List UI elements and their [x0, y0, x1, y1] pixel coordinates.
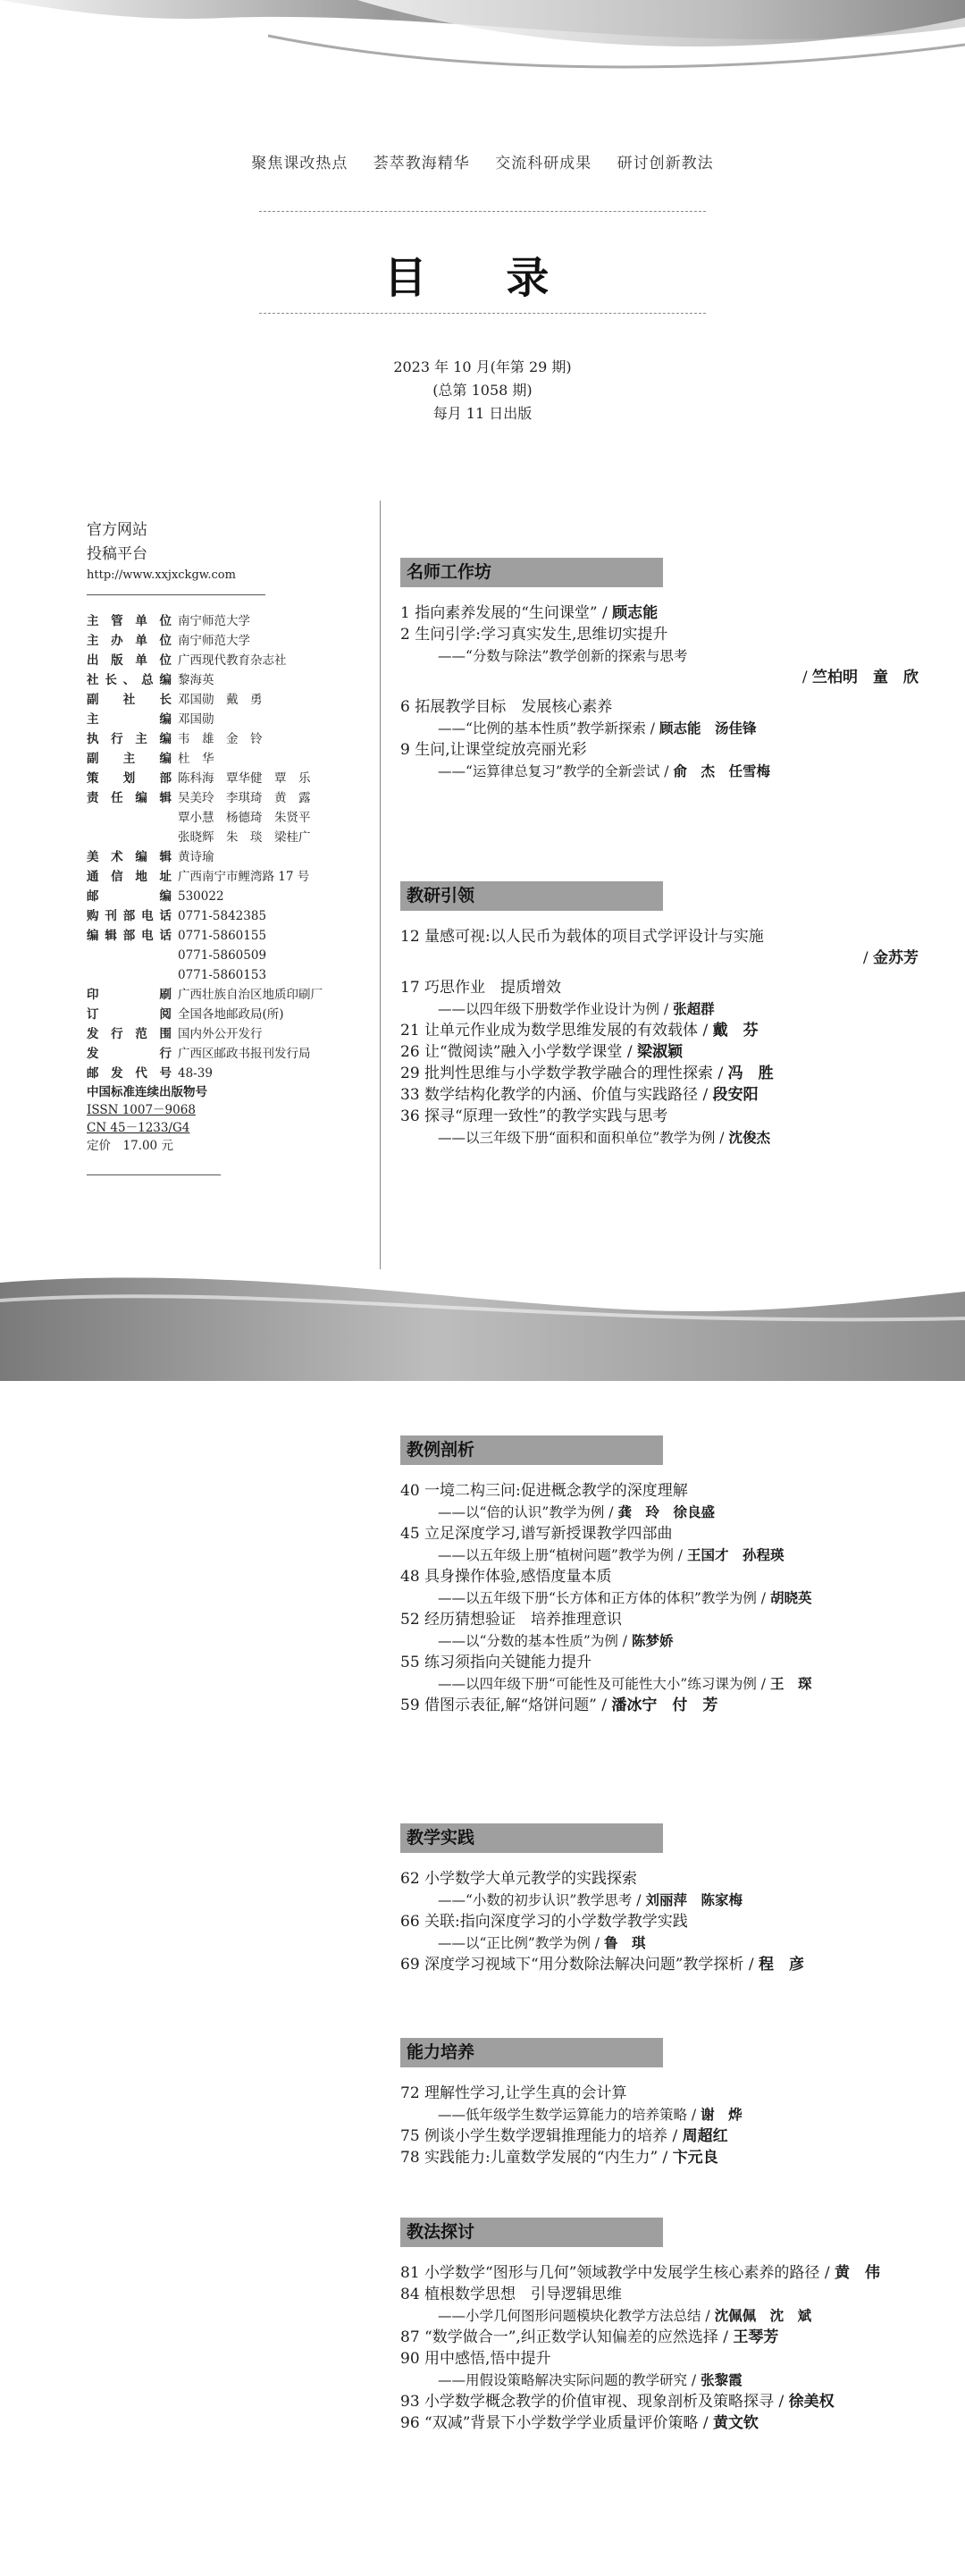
toc-entry[interactable]: [400, 977, 945, 998]
info-row: [87, 946, 373, 965]
info-key: 订阅: [87, 1007, 172, 1022]
issue-date: 2023 年 10 月(年第 29 期): [393, 358, 572, 375]
toc-block-4: [400, 2083, 945, 2168]
entry-author: 金苏芳: [873, 949, 919, 967]
toc-entry[interactable]: [400, 739, 945, 761]
info-row: [87, 631, 373, 651]
info-key: 邮编: [87, 889, 172, 904]
info-key: 副主编: [87, 752, 172, 766]
toc-subtitle[interactable]: [400, 2305, 945, 2327]
info-end-separator: [87, 1174, 221, 1175]
info-value: 国内外公开发行: [178, 1027, 263, 1041]
entry-title: 78 实践能力:儿童数学发展的“内生力” /: [400, 2149, 673, 2167]
entry-author: 黄 伟: [834, 2264, 880, 2282]
toc-block-5: [400, 2262, 945, 2434]
info-row: [87, 1024, 373, 1044]
entry-title: 45 立足深度学习,谱写新授课教学四部曲: [400, 1525, 673, 1543]
entry-title: 87 “数学做合一”,纠正数学认知偏差的应然选择 /: [400, 2328, 734, 2346]
info-row: [87, 926, 373, 946]
official-site-label: 官方网站: [87, 521, 147, 539]
toc-entry[interactable]: [400, 1041, 945, 1063]
info-value: 广西现代教育杂志社: [178, 653, 287, 668]
info-value: 杜 华: [178, 752, 214, 766]
entry-author: 黄文钦: [712, 2414, 759, 2432]
toc-entry[interactable]: [400, 602, 945, 624]
entry-author: 王国才 孙程瑛: [686, 1546, 785, 1563]
info-value: 南宁师范大学: [178, 634, 250, 648]
entry-author: 刘丽萍 陈家梅: [645, 1891, 743, 1908]
section-header-5: 教法探讨: [400, 2218, 663, 2247]
website-url[interactable]: http://www.xxjxckgw.com: [87, 568, 236, 582]
entry-title: 52 经历猜想验证 培养推理意识: [400, 1611, 623, 1629]
toc-entry[interactable]: [400, 947, 945, 969]
info-row: [87, 749, 373, 769]
section-header-0: 名师工作坊: [400, 558, 663, 587]
entry-author: 王 琛: [769, 1675, 812, 1692]
toc-entry[interactable]: [400, 1868, 945, 1890]
info-value: 覃小慧 杨德琦 朱贤平: [178, 811, 311, 825]
entry-title: 84 植根数学思想 引导逻辑思维: [400, 2286, 623, 2303]
info-key: 通信地址: [87, 870, 172, 884]
toc-entry[interactable]: [400, 1609, 945, 1630]
entry-author: 顾志能: [612, 604, 659, 622]
info-key: 编辑部电话: [87, 929, 172, 943]
info-key: 出版单位: [87, 653, 172, 668]
publication-info: [87, 518, 373, 1191]
entry-author: 龚 玲 徐良盛: [617, 1503, 715, 1520]
info-row: [87, 1044, 373, 1064]
entry-title: 26 让“微阅读”融入小学数学课堂 /: [400, 1043, 637, 1061]
info-row: [87, 887, 373, 906]
entry-title: 36 探寻“原理一致性”的教学实践与思考: [400, 1107, 668, 1125]
entry-author: 冯 胜: [727, 1065, 774, 1082]
info-value: 全国各地邮政局(所): [178, 1007, 284, 1022]
entry-title: ——以三年级下册“面积和面积单位”教学为例 /: [438, 1130, 729, 1146]
entry-title: 40 一境二构三问:促进概念教学的深度理解: [400, 1482, 688, 1500]
info-value: 0771-5860155: [178, 929, 267, 943]
toc-entry[interactable]: [400, 2391, 945, 2412]
entry-title: 62 小学数学大单元教学的实践探索: [400, 1870, 638, 1888]
info-value: 广西区邮政书报刊发行局: [178, 1047, 311, 1061]
entry-title: ——低年级学生数学运算能力的培养策略 /: [438, 2107, 701, 2123]
entry-title: 81 小学数学“图形与几何”领域教学中发展学生核心素养的路径 /: [400, 2264, 835, 2282]
toc-entry[interactable]: [400, 2083, 945, 2104]
entry-title: ——以五年级下册“长方体和正方体的体积”教学为例 /: [438, 1590, 770, 1606]
info-value: 吴美玲 李琪琦 黄 露: [178, 791, 311, 805]
info-row: [87, 985, 373, 1005]
entry-title: 69 深度学习视域下“用分数除法解决问题”教学探析 /: [400, 1956, 759, 1974]
info-key: 主管单位: [87, 614, 172, 628]
toc-entry[interactable]: [400, 1020, 945, 1041]
info-key: [87, 808, 172, 828]
issue-total: (总第 1058 期): [432, 382, 533, 399]
info-key: [87, 965, 172, 985]
top-swoosh-decoration: [0, 0, 965, 107]
serial-number-label: 中国标准连续出版物号: [87, 1085, 207, 1099]
entry-author: 俞 杰 任雪梅: [673, 762, 770, 779]
page-title: 目 录: [383, 253, 582, 303]
entry-author: 周超红: [682, 2127, 728, 2145]
middle-swoosh-decoration: [0, 1265, 965, 1381]
issn: ISSN 1007－9068: [87, 1103, 196, 1117]
slogan-1: 聚焦课改热点: [251, 155, 348, 173]
info-row: [87, 611, 373, 631]
toc-subtitle[interactable]: [400, 761, 945, 782]
toc-entry[interactable]: [400, 2412, 945, 2434]
entry-author: 竺柏明 童 欣: [812, 669, 919, 686]
entry-title: 72 理解性学习,让学生真的会计算: [400, 2084, 627, 2102]
entry-author: 胡晓英: [769, 1589, 812, 1606]
info-row: [87, 906, 373, 926]
entry-author: 程 彦: [758, 1956, 804, 1974]
entry-title: ——“比例的基本性质”教学新探索 /: [438, 720, 659, 737]
entry-author: 卞元良: [672, 2149, 718, 2167]
info-value: 530022: [178, 889, 224, 904]
info-key: 社长、总编: [87, 673, 172, 687]
toc-block-3: [400, 1868, 945, 1975]
info-value: 广西南宁市鲤湾路 17 号: [178, 870, 310, 884]
submission-platform-label: 投稿平台: [87, 545, 147, 563]
toc-subtitle[interactable]: [400, 718, 945, 739]
entry-title: 17 巧思作业 提质增效: [400, 979, 562, 997]
toc-entry[interactable]: [400, 624, 945, 645]
info-key: 印刷: [87, 988, 172, 1002]
info-value: 陈科海 覃华健 覃 乐: [178, 771, 311, 786]
entry-title: ——“运算律总复习”教学的全新尝试 /: [438, 763, 674, 779]
entry-author: 谢 烨: [701, 2106, 743, 2123]
entry-author: 王琴芳: [733, 2328, 779, 2346]
info-row: [87, 1005, 373, 1024]
info-value: 黄诗瑜: [178, 850, 214, 864]
info-row: [87, 710, 373, 729]
info-key: 副社长: [87, 693, 172, 707]
toc-subtitle[interactable]: [400, 1890, 945, 1911]
toc-subtitle[interactable]: [400, 998, 945, 1020]
entry-author: 戴 芬: [712, 1022, 759, 1040]
toc-subtitle[interactable]: [400, 1630, 945, 1652]
entry-title: 59 借图示表征,解“烙饼问题” /: [400, 1696, 612, 1714]
toc-entry[interactable]: [400, 2262, 945, 2284]
toc-entry[interactable]: [400, 1911, 945, 1932]
entry-title: 2 生问引学:学习真实发生,思维切实提升: [400, 626, 668, 644]
toc-block-0: [400, 602, 945, 782]
info-row: [87, 847, 373, 867]
entry-title: ——小学几何图形问题模块化教学方法总结 /: [438, 2308, 715, 2324]
slogan-row: [0, 150, 965, 173]
toc-entry[interactable]: [400, 1566, 945, 1587]
info-key: 策划部: [87, 771, 172, 786]
info-value: 南宁师范大学: [178, 614, 250, 628]
toc-subtitle[interactable]: [400, 2104, 945, 2126]
toc-entry[interactable]: [400, 1695, 945, 1716]
toc-entry[interactable]: [400, 2284, 945, 2305]
info-key: 购刊部电话: [87, 909, 172, 923]
toc-entry[interactable]: [400, 696, 945, 718]
entry-title: 9 生问,让课堂绽放亮丽光彩: [400, 741, 587, 759]
toc-entry[interactable]: [400, 1084, 945, 1106]
entry-title: ——以四年级下册数学作业设计为例 /: [438, 1001, 674, 1017]
entry-author: 段安阳: [712, 1086, 759, 1104]
info-separator: [87, 594, 265, 595]
toc-block-2: [400, 1480, 945, 1716]
toc-subtitle[interactable]: [400, 1127, 945, 1149]
toc-entry[interactable]: [400, 1652, 945, 1673]
info-key: [87, 946, 172, 965]
info-row: [87, 965, 373, 985]
info-key: 责任编辑: [87, 791, 172, 805]
entry-title: ——“小数的初步认识”教学思考 /: [438, 1892, 646, 1908]
info-value: 黎海英: [178, 673, 214, 687]
entry-author: 鲁 琪: [603, 1934, 646, 1951]
info-value: 0771-5842385: [178, 909, 267, 923]
cn-number: CN 45－1233/G4: [87, 1121, 190, 1135]
toc-entry[interactable]: [400, 1954, 945, 1975]
entry-title: ——用假设策略解决实际问题的教学研究 /: [438, 2372, 701, 2388]
slogan-2: 荟萃教海精华: [373, 155, 470, 173]
toc-entry[interactable]: [400, 1480, 945, 1502]
entry-author: 梁淑颖: [636, 1043, 683, 1061]
toc-entry[interactable]: [400, 926, 945, 947]
info-row: [87, 690, 373, 710]
info-row: [87, 670, 373, 690]
entry-title: 21 让单元作业成为数学思维发展的有效载体 /: [400, 1022, 713, 1040]
toc-subtitle[interactable]: [400, 1545, 945, 1566]
info-key: 邮发代号: [87, 1066, 172, 1081]
info-value: 张晓辉 朱 琰 梁桂广: [178, 830, 311, 845]
slogan-4: 研讨创新教法: [617, 155, 714, 173]
toc-entry[interactable]: [400, 2348, 945, 2370]
entry-title: 66 关联:指向深度学习的小学数学教学实践: [400, 1913, 688, 1931]
info-row: [87, 1064, 373, 1083]
entry-title: ——以“正比例”教学为例 /: [438, 1935, 604, 1951]
entry-title: 12 量感可视:以人民币为载体的项目式学评设计与实施: [400, 928, 764, 946]
entry-title: 75 例谈小学生数学逻辑推理能力的培养 /: [400, 2127, 683, 2145]
info-row: [87, 828, 373, 847]
toc-entry[interactable]: [400, 2147, 945, 2168]
entry-author: 张超群: [673, 1000, 715, 1017]
toc-block-1: [400, 926, 945, 1149]
info-row: [87, 788, 373, 808]
entry-author: 潘冰宁 付 芳: [611, 1696, 718, 1714]
entry-title: 6 拓展教学目标 发展核心素养: [400, 698, 613, 716]
entry-title: 33 数学结构化教学的内涵、价值与实践路径 /: [400, 1086, 713, 1104]
toc-entry[interactable]: [400, 1106, 945, 1127]
entry-author: 张黎霞: [701, 2371, 743, 2388]
entry-title: ——以五年级上册“植树问题”教学为例 /: [438, 1547, 687, 1563]
divider-top: [259, 211, 706, 212]
info-value: 邓国勋: [178, 712, 214, 727]
info-key: 主办单位: [87, 634, 172, 648]
divider-bottom: [259, 313, 706, 314]
info-row: [87, 867, 373, 887]
entry-author: 陈梦娇: [631, 1632, 674, 1649]
entry-title: ——以四年级下册“可能性及可能性大小”练习课为例 /: [438, 1676, 770, 1692]
entry-title: 1 指向素养发展的“生问课堂” /: [400, 604, 613, 622]
info-key: 美术编辑: [87, 850, 172, 864]
entry-title: 48 具身操作体验,感悟度量本质: [400, 1568, 612, 1586]
toc-entry[interactable]: [400, 1063, 945, 1084]
info-key: 主编: [87, 712, 172, 727]
info-value: 广西壮族自治区地质印刷厂: [178, 988, 323, 1002]
toc-entry[interactable]: [400, 2126, 945, 2147]
info-value: 48-39: [178, 1066, 213, 1081]
info-key: 发行: [87, 1047, 172, 1061]
entry-title: /: [801, 669, 812, 686]
entry-title: 90 用中感悟,悟中提升: [400, 2350, 551, 2368]
toc-subtitle[interactable]: [400, 645, 945, 667]
issue-schedule: 每月 11 日出版: [432, 405, 533, 422]
info-key: 执行主编: [87, 732, 172, 746]
info-value: 0771-5860153: [178, 968, 267, 982]
entry-author: 沈佩佩 沈 斌: [714, 2307, 812, 2324]
info-value: 0771-5860509: [178, 948, 267, 963]
column-divider: [380, 501, 381, 1269]
info-key: [87, 828, 172, 847]
entry-title: ——以“倍的认识”教学为例 /: [438, 1504, 618, 1520]
info-list: [87, 611, 373, 1083]
toc-subtitle[interactable]: [400, 1502, 945, 1523]
info-key: 发行范围: [87, 1027, 172, 1041]
entry-title: /: [862, 949, 873, 967]
toc-entry[interactable]: [400, 2327, 945, 2348]
section-header-3: 教学实践: [400, 1823, 663, 1853]
entry-title: ——“分数与除法”教学创新的探索与思考: [438, 648, 688, 664]
price: 定价 17.00 元: [87, 1139, 173, 1153]
section-header-2: 教例剖析: [400, 1435, 663, 1465]
toc-subtitle[interactable]: [400, 1673, 945, 1695]
toc-subtitle[interactable]: [400, 2370, 945, 2391]
info-row: [87, 729, 373, 749]
entry-title: ——以“分数的基本性质”为例 /: [438, 1633, 632, 1649]
section-header-1: 教研引领: [400, 881, 663, 911]
toc-entry[interactable]: [400, 667, 945, 688]
toc-subtitle[interactable]: [400, 1587, 945, 1609]
section-header-4: 能力培养: [400, 2038, 663, 2067]
entry-title: 55 练习须指向关键能力提升: [400, 1654, 592, 1671]
info-row: [87, 651, 373, 670]
info-value: 邓国勋 戴 勇: [178, 693, 263, 707]
slogan-3: 交流科研成果: [495, 155, 592, 173]
toc-entry[interactable]: [400, 1523, 945, 1545]
info-value: 韦 雄 金 铃: [178, 732, 263, 746]
entry-author: 徐美权: [788, 2393, 835, 2411]
info-row: [87, 769, 373, 788]
info-row: [87, 808, 373, 828]
entry-author: 沈俊杰: [728, 1129, 770, 1146]
entry-title: 93 小学数学概念教学的价值审视、现象剖析及策略探寻 /: [400, 2393, 789, 2411]
entry-author: 顾志能 汤佳锋: [659, 720, 757, 737]
entry-title: 96 “双减”背景下小学数学学业质量评价策略 /: [400, 2414, 713, 2432]
toc-subtitle[interactable]: [400, 1932, 945, 1954]
entry-title: 29 批判性思维与小学数学教学融合的理性探索 /: [400, 1065, 728, 1082]
